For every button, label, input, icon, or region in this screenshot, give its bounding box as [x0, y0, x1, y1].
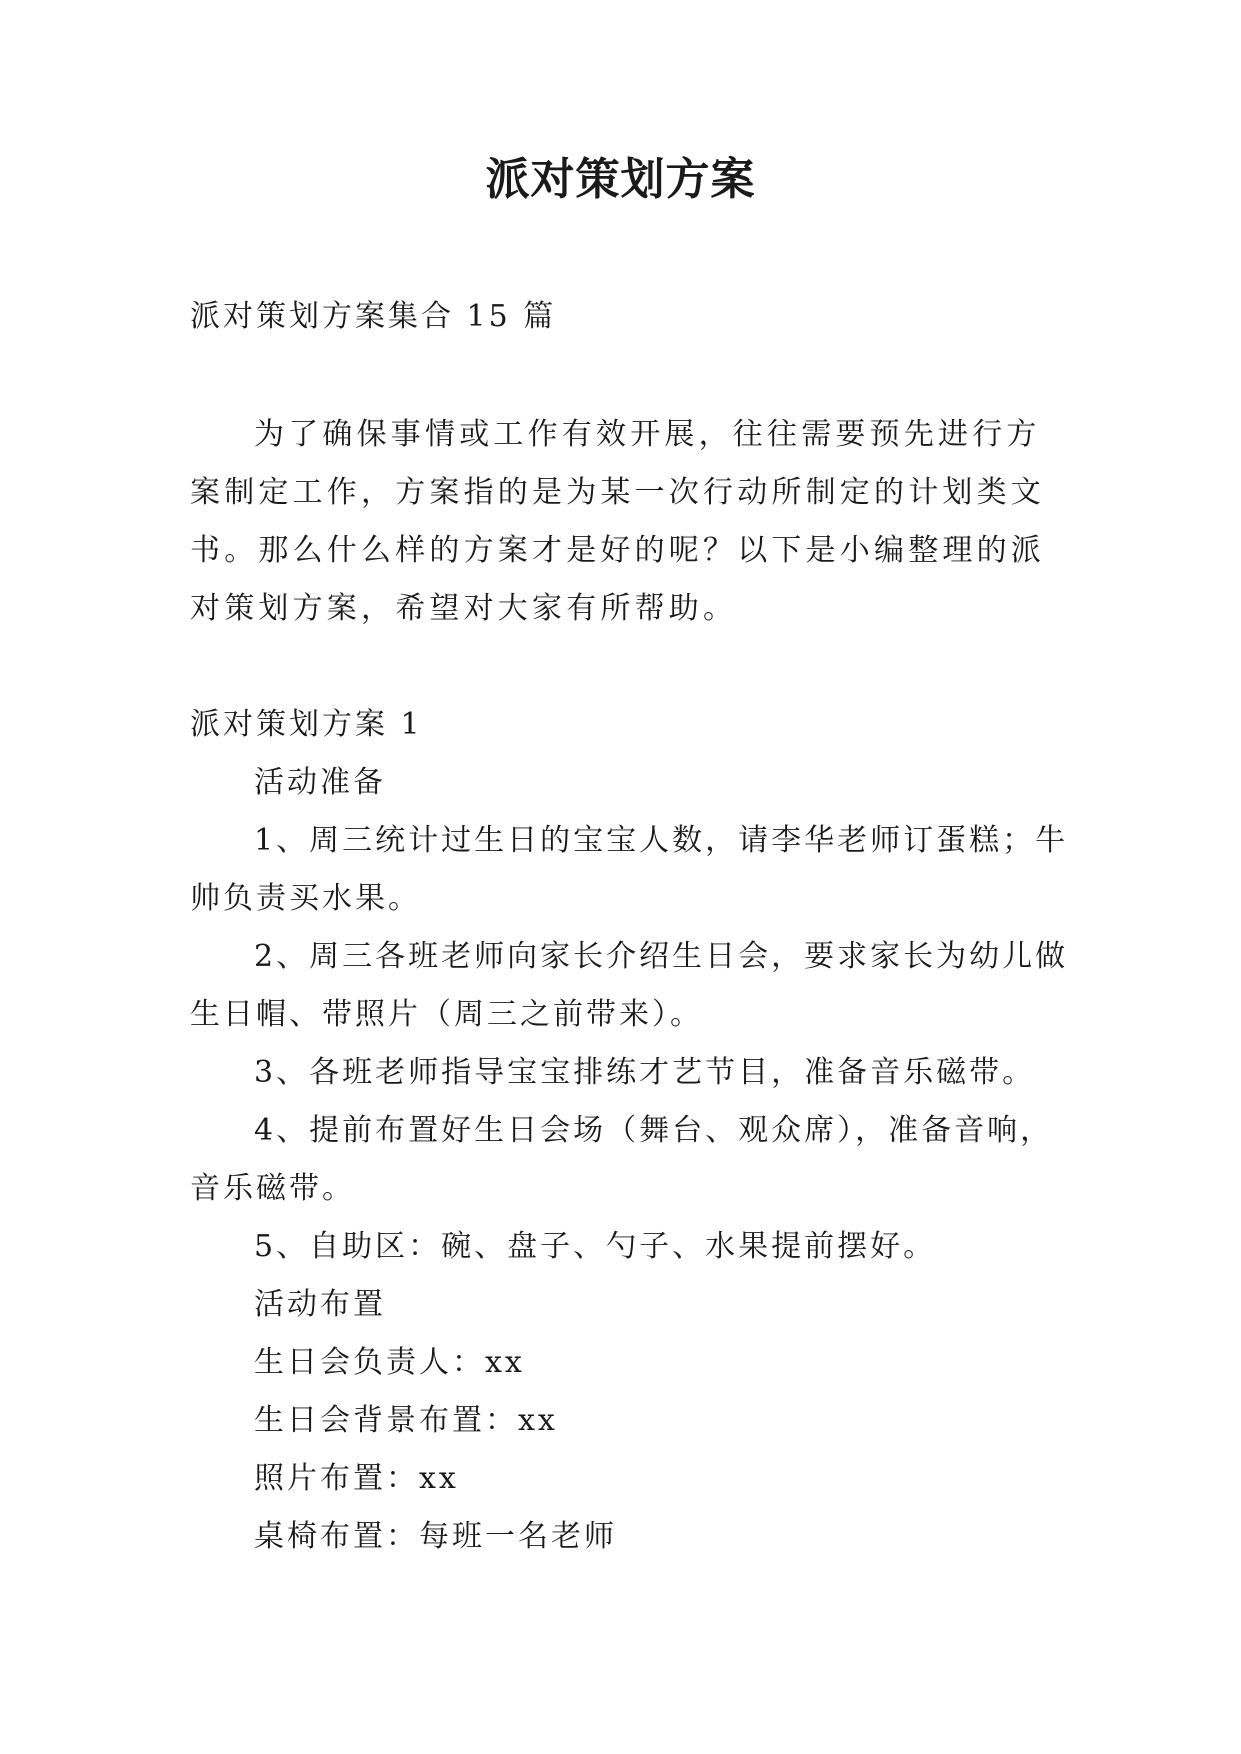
- prep-item: 5、自助区：碗、盘子、勺子、水果提前摆好。: [254, 1229, 937, 1264]
- layout-item: 桌椅布置：每班一名老师: [254, 1519, 617, 1554]
- layout-item: 生日会负责人：xx: [254, 1345, 525, 1380]
- prep-item: 1、周三统计过生日的宝宝人数，请李华老师订蛋糕；牛帅负责买水果。: [190, 823, 1069, 916]
- document-title: 派对策划方案: [485, 154, 756, 205]
- layout-heading: 活动布置: [254, 1287, 386, 1322]
- prep-item: 2、周三各班老师向家长介绍生日会，要求家长为幼儿做生日帽、带照片（周三之前带来）。: [190, 939, 1069, 1032]
- section-body: [190, 754, 1070, 1566]
- intro-paragraph: 为了确保事情或工作有效开展，往往需要预先进行方案制定工作，方案指的是为某一次行动所制定的计划类文书。那么什么样的方案才是好的呢？以下是小编整理的派对策划方案，希望对大家有所帮助。: [190, 417, 1045, 626]
- document-subtitle: 派对策划方案集合 15 篇: [190, 299, 557, 334]
- prep-item: 3、各班老师指导宝宝排练才艺节目，准备音乐磁带。: [254, 1055, 1036, 1090]
- layout-item: 照片布置：xx: [254, 1461, 459, 1496]
- prep-item: 4、提前布置好生日会场（舞台、观众席），准备音响，音乐磁带。: [190, 1113, 1054, 1206]
- layout-item: 生日会背景布置：xx: [254, 1403, 558, 1438]
- section-heading: 派对策划方案 1: [190, 707, 423, 742]
- prep-heading: 活动准备: [254, 765, 386, 800]
